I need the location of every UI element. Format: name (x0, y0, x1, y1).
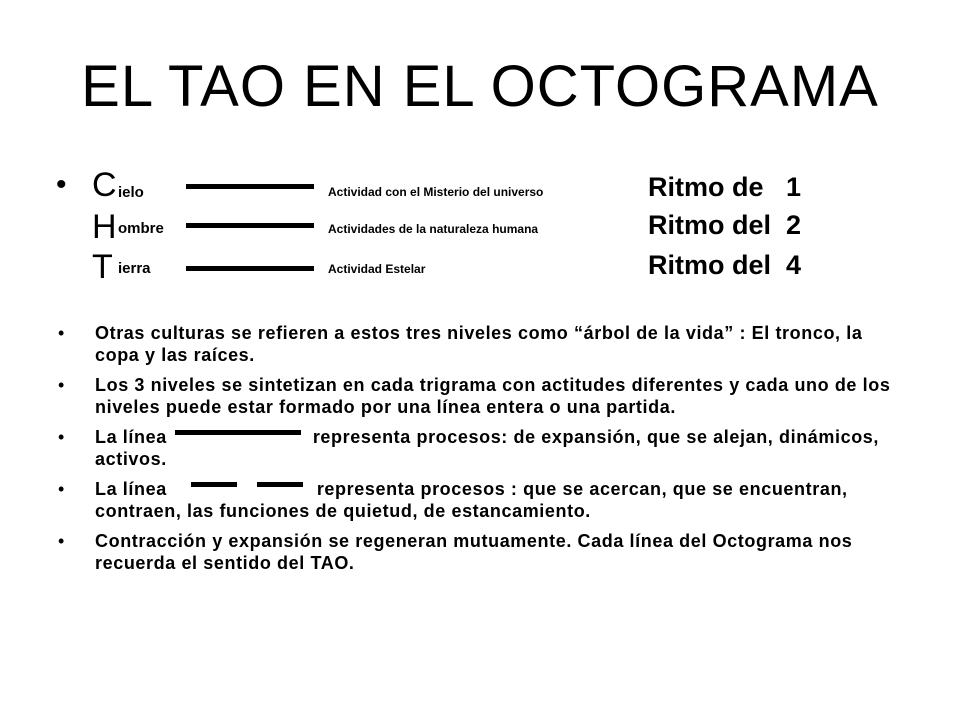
bullet-text: representa procesos: de expansión, que se alejan, dinámicos, activos. (95, 427, 880, 469)
broken-line-mark-left (191, 482, 237, 487)
bullet-marker: • (58, 427, 65, 447)
level-rhythm: Ritmo del 4 (648, 250, 802, 280)
level-initial: H (92, 208, 117, 246)
level-initial: C (92, 166, 117, 204)
bullet-marker: • (58, 323, 65, 343)
level-row-hombre (92, 210, 852, 250)
solid-line-mark (175, 430, 301, 435)
bullet-text: Los 3 niveles se sintetizan en cada trigrama con actitudes diferentes y cada uno de los niveles puede estar formado por una línea entera o una partida. (95, 375, 891, 417)
level-name-rest: ierra (118, 260, 151, 277)
level-name-rest: ombre (118, 220, 164, 237)
level-name-rest: ielo (118, 184, 144, 201)
bullet-text: Contracción y expansión se regeneran mutuamente. Cada línea del Octograma nos recuerda el sentido del TAO. (95, 531, 853, 573)
level-description: Actividad con el Misterio del universo (328, 185, 544, 199)
bullet-text-lead: La línea (95, 479, 167, 499)
bullet-text: representa procesos : que se acercan, que se encuentran, contraen, las funciones de quietud, de estancamiento. (95, 479, 848, 521)
solid-line-mark (186, 266, 314, 271)
level-row-tierra (92, 250, 852, 290)
bullet-marker: • (58, 479, 65, 499)
list-item (58, 478, 898, 522)
bullet-marker: • (58, 531, 65, 551)
solid-line-mark (186, 223, 314, 228)
level-description: Actividades de la naturaleza humana (328, 222, 539, 236)
level-rhythm: Ritmo de 1 (648, 172, 802, 202)
level-initial: T (92, 248, 113, 286)
list-item (58, 426, 898, 470)
bullet-text-lead: La línea (95, 427, 167, 447)
level-row-cielo (92, 168, 852, 208)
solid-line-mark (186, 184, 314, 189)
list-item (58, 374, 898, 418)
bullet-marker: • (56, 168, 67, 201)
list-item (58, 322, 898, 366)
level-rhythm: Ritmo del 2 (648, 210, 802, 240)
bullet-list (58, 322, 898, 582)
page-title: EL TAO EN EL OCTOGRAMA (81, 54, 879, 119)
bullet-text: Otras culturas se refieren a estos tres niveles como “árbol de la vida” : El tronco, la copa y las raíces. (95, 323, 863, 365)
list-item (58, 530, 898, 574)
level-description: Actividad Estelar (328, 262, 426, 276)
bullet-marker: • (58, 375, 65, 395)
broken-line-mark-right (257, 482, 303, 487)
